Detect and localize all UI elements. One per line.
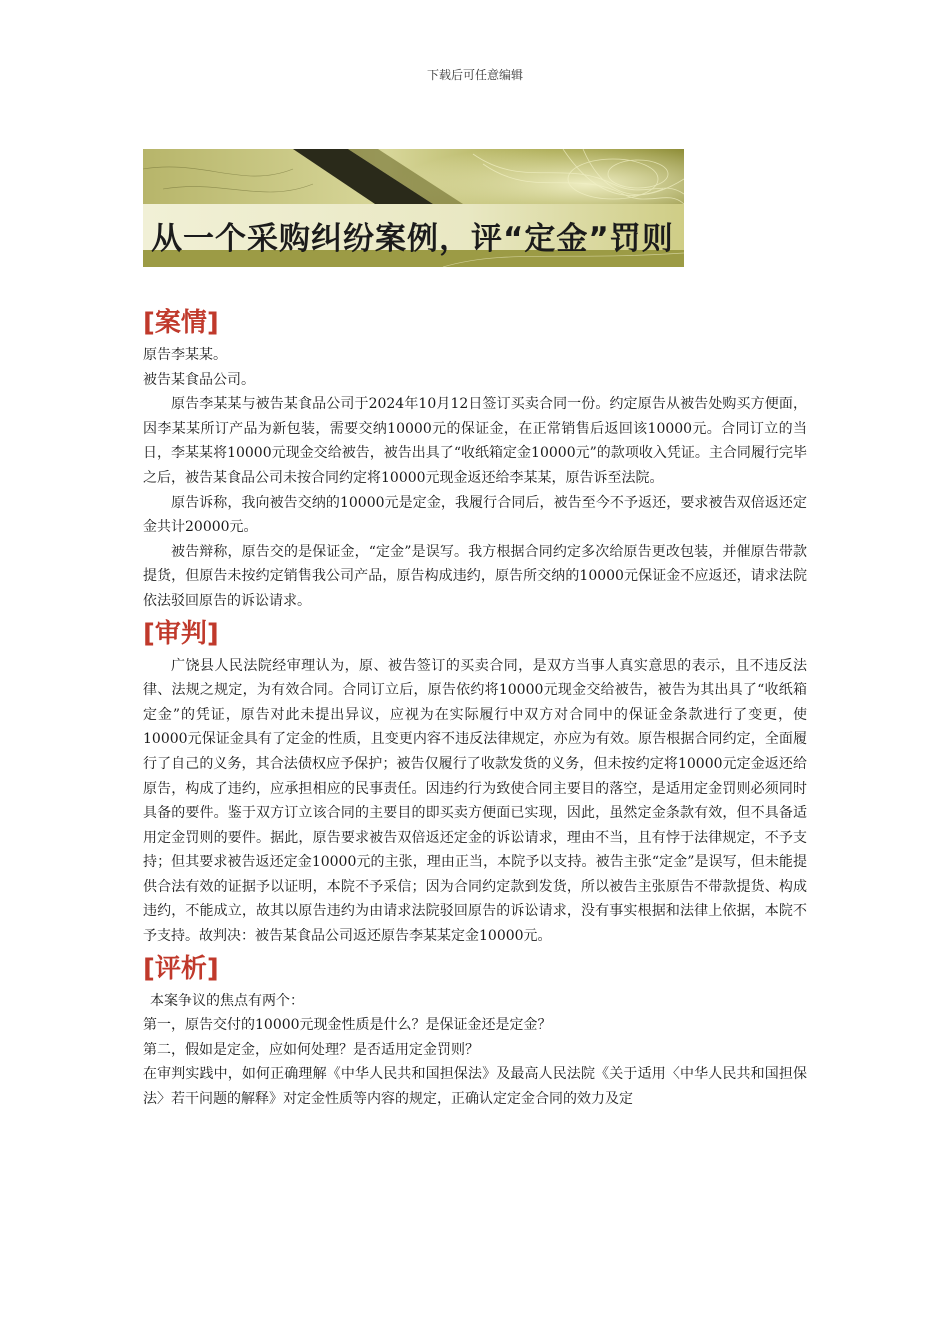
banner-title: 从一个采购纠纷案例，评“定金”罚则 [151,221,674,257]
title-banner [143,149,684,267]
header-note: 下载后可任意编辑 [426,68,523,82]
analysis-focus-second: 第二，假如是定金，应如何处理？是否适用定金罚则？ [143,1041,479,1058]
case-plaintiff-claim: 原告诉称，我向被告交纳的10000元是定金，我履行合同后，被告至今不予返还，要求被告双倍返还定金共计20000元。 [143,494,807,536]
document-body [143,303,807,1112]
case-plaintiff: 原告李某某。 [143,347,227,363]
case-defendant-defense: 被告辩称，原告交的是保证金，“定金”是误写。我方根据合同约定多次给原告更改包装，并催原告带款提货，但原告未按约定销售我公司产品，原告构成违约，原告所交纳的10000元保证金不应返还，请求法院依法驳回原告的诉讼请求。 [143,543,807,609]
analysis-paragraph: 在审判实践中，如何正确理解《中华人民共和国担保法》及最高人民法院《关于适用〈中华人民共和国担保法〉若干问题的解释》对定金性质等内容的规定，正确认定定金合同的效力及定 [143,1066,807,1108]
section-title-case: [案情] [143,308,219,338]
analysis-focus-intro: 本案争议的焦点有两个： [150,992,304,1009]
case-defendant: 被告某食品公司。 [143,371,255,388]
case-facts-paragraph: 原告李某某与被告某食品公司于2024年10月12日签订买卖合同一份。约定原告从被告处购买方便面，因李某某所订产品为新包装，需要交纳10000元的保证金，在正常销售后返回该10000元。合同订立的当日，李某某将10000元现金交给被告，被告出具了“收纸箱定金10000元”的款项收入凭证。主合同履行完毕之后，被告某食品公司未按合同约定将10000元现金返还给李某某，原告诉至法院。 [143,396,807,486]
section-title-judgment: [审判] [143,618,219,649]
judgment-paragraph: 广饶县人民法院经审理认为，原、被告签订的买卖合同，是双方当事人真实意思的表示，且不违反法律、法规之规定，为有效合同。合同订立后，原告依约将10000元现金交给被告，被告为其出具了“收纸箱定金”的凭证，原告对此未提出异议，应视为在实际履行中双方对合同中的保证金条款进行了变更，使10000元保证金具有了定金的性质，且变更内容不违反法律规定，亦应为有效。原告根据合同约定，全面履行了自己的义务，其合法债权应予保护；被告仅履行了收款发货的义务，但未按约定将10000元定金返还给原告，构成了违约，应承担相应的民事责任。因违约行为致使合同主要目的落空，是适用定金罚则必须同时具备的要件。鉴于双方订立该合同的主要目的即买卖方便面已实现，因此，虽然定金条款有效，但不具备适用定金罚则的要件。据此，原告要求被告双倍返还定金的诉讼请求，理由不当，且有悖于法律规定，不予支持；但其要求被告返还定金10000元的主张，理由正当，本院予以支持。被告主张“定金”是误写，但未能提供合法有效的证据予以证明，本院不予采信；因为合同约定款到发货，所以被告主张原告不带款提货、构成违约，不能成立，故其以原告违约为由请求法院驳回原告的诉讼请求，没有事实根据和法律上依据，本院不予支持。故判决：被告某食品公司返还原告李某某定金10000元。 [143,657,807,945]
section-title-analysis: [评析] [143,953,219,984]
analysis-focus-first: 第一，原告交付的10000元现金性质是什么？是保证金还是定金？ [143,1017,552,1034]
